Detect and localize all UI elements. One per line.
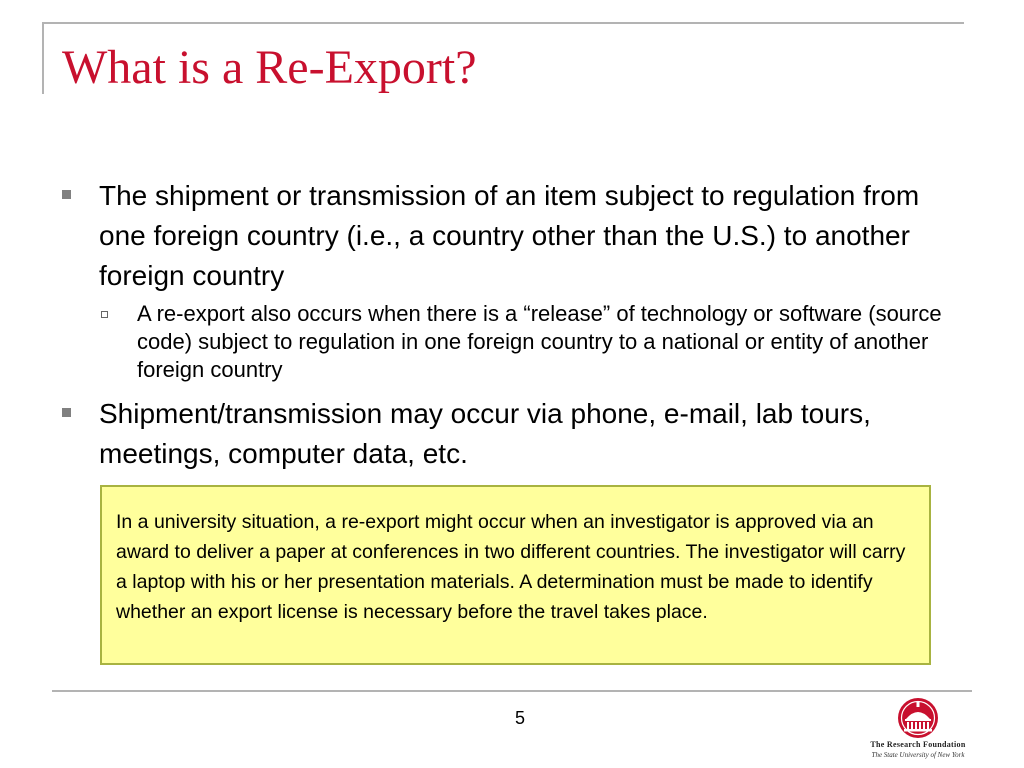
dome-seal-icon: [866, 696, 970, 740]
bullet-text: The shipment or transmission of an item subject to regulation from one foreign country (i.e., a country other than the U.S.) to another foreign country: [99, 180, 920, 291]
logo-name: The Research Foundation: [870, 740, 966, 749]
square-bullet-icon: [62, 394, 99, 417]
logo-subtitle: The State University of New York: [871, 751, 965, 759]
page-number: 5: [514, 708, 525, 728]
square-bullet-icon: [62, 176, 99, 199]
top-frame-line: [42, 22, 964, 24]
footer-divider: [52, 690, 972, 692]
slide-title: What is a Re-Export?: [62, 41, 477, 94]
hollow-square-bullet-icon: [101, 300, 137, 318]
sub-bullet-text: A re-export also occurs when there is a “release” of technology or software (source code) subject to regulation in one foreign country to a national or entity of another foreign country: [137, 301, 942, 382]
bullet-item: [62, 176, 967, 296]
bullet-text: Shipment/transmission may occur via phone, e-mail, lab tours, meetings, computer data, etc.: [99, 398, 871, 469]
slide-content: [62, 176, 967, 474]
left-frame-line: [42, 22, 44, 94]
sub-bullet-item: [101, 300, 967, 384]
callout-box: In a university situation, a re-export might occur when an investigator is approved via an award to deliver a paper at conferences in two different countries. The investigator will carry a laptop with his or her presentation materials. A determination must be made to identify whether an export license is necessary before the travel takes place.: [100, 485, 931, 665]
research-foundation-logo: [866, 696, 970, 762]
bullet-item: [62, 394, 967, 474]
